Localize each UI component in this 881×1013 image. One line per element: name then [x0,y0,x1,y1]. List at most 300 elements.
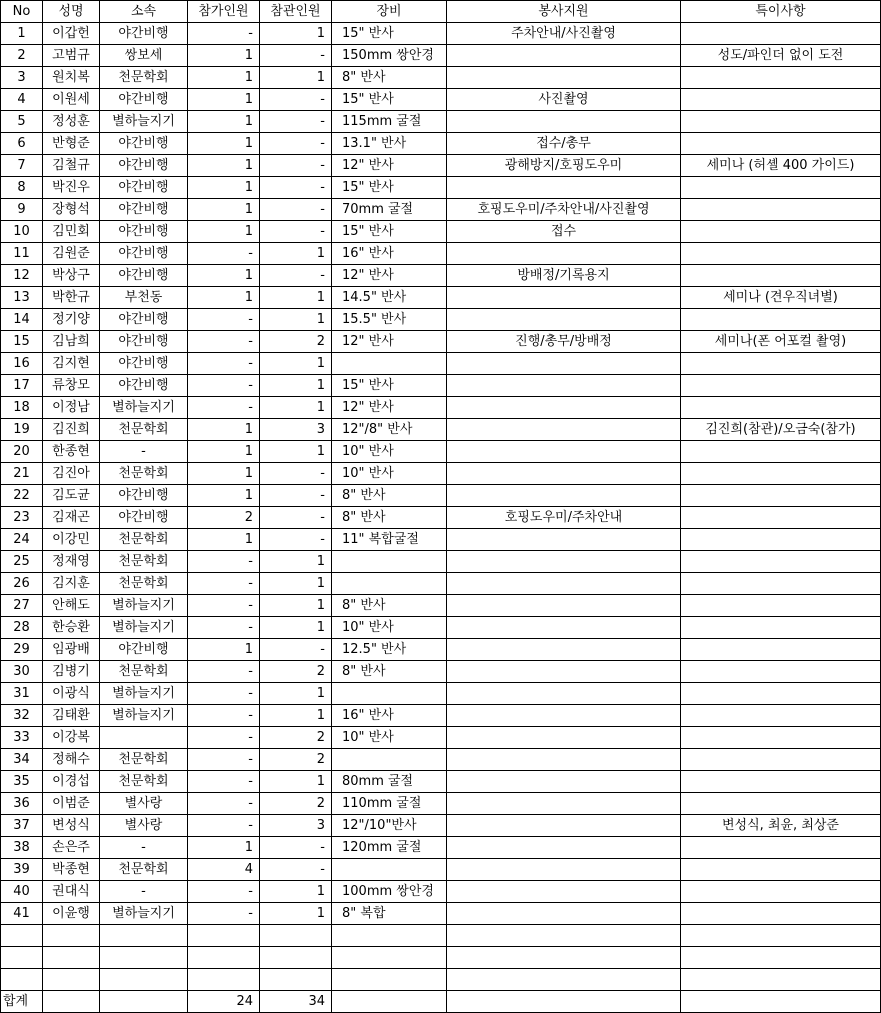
empty-cell[interactable] [1,969,43,991]
cell-notes[interactable] [681,199,881,221]
cell-equipment[interactable]: 10" 반사 [332,441,447,463]
cell-observers[interactable]: - [260,265,332,287]
cell-org[interactable]: - [100,441,188,463]
cell-volunteer[interactable]: 주차안내/사진촬영 [447,23,681,45]
cell-no[interactable]: 25 [1,551,43,573]
cell-participants[interactable]: 1 [188,463,260,485]
cell-no[interactable]: 11 [1,243,43,265]
cell-observers[interactable]: 3 [260,815,332,837]
empty-cell[interactable] [1,925,43,947]
cell-org[interactable]: 야간비행 [100,639,188,661]
cell-participants[interactable]: 2 [188,507,260,529]
cell-equipment[interactable] [332,859,447,881]
cell-name[interactable]: 이원세 [43,89,100,111]
cell-no[interactable]: 27 [1,595,43,617]
header-equipment[interactable]: 장비 [332,1,447,23]
cell-equipment[interactable]: 14.5" 반사 [332,287,447,309]
cell-volunteer[interactable] [447,771,681,793]
cell-org[interactable]: 야간비행 [100,221,188,243]
cell-org[interactable]: 천문학회 [100,463,188,485]
cell-volunteer[interactable]: 진행/총무/방배정 [447,331,681,353]
cell-org[interactable]: 쌍보세 [100,45,188,67]
cell-equipment[interactable]: 120mm 굴절 [332,837,447,859]
cell-no[interactable]: 16 [1,353,43,375]
cell-volunteer[interactable] [447,859,681,881]
cell-volunteer[interactable] [447,67,681,89]
total-blank[interactable] [447,991,681,1013]
cell-notes[interactable] [681,617,881,639]
cell-volunteer[interactable] [447,463,681,485]
cell-observers[interactable]: 1 [260,243,332,265]
cell-no[interactable]: 18 [1,397,43,419]
cell-equipment[interactable] [332,749,447,771]
cell-observers[interactable]: 2 [260,793,332,815]
cell-volunteer[interactable] [447,749,681,771]
cell-equipment[interactable]: 115mm 굴절 [332,111,447,133]
cell-org[interactable]: 야간비행 [100,89,188,111]
cell-observers[interactable]: 3 [260,419,332,441]
empty-cell[interactable] [447,947,681,969]
cell-observers[interactable]: 1 [260,309,332,331]
cell-notes[interactable] [681,661,881,683]
cell-participants[interactable]: - [188,881,260,903]
cell-name[interactable]: 김지훈 [43,573,100,595]
cell-org[interactable]: 별하늘지기 [100,705,188,727]
cell-participants[interactable]: 1 [188,485,260,507]
header-org[interactable]: 소속 [100,1,188,23]
cell-equipment[interactable]: 15" 반사 [332,89,447,111]
cell-name[interactable]: 김진아 [43,463,100,485]
cell-observers[interactable]: - [260,45,332,67]
cell-observers[interactable]: 1 [260,67,332,89]
cell-no[interactable]: 19 [1,419,43,441]
cell-org[interactable]: - [100,881,188,903]
empty-cell[interactable] [188,969,260,991]
cell-name[interactable]: 이범준 [43,793,100,815]
cell-equipment[interactable]: 70mm 굴절 [332,199,447,221]
cell-notes[interactable] [681,771,881,793]
cell-volunteer[interactable] [447,881,681,903]
cell-name[interactable]: 변성식 [43,815,100,837]
cell-org[interactable]: 야간비행 [100,199,188,221]
cell-volunteer[interactable]: 사진촬영 [447,89,681,111]
cell-equipment[interactable]: 80mm 굴절 [332,771,447,793]
cell-no[interactable]: 1 [1,23,43,45]
cell-equipment[interactable]: 10" 반사 [332,617,447,639]
empty-cell[interactable] [43,947,100,969]
cell-participants[interactable]: 1 [188,441,260,463]
empty-cell[interactable] [260,969,332,991]
cell-name[interactable]: 안해도 [43,595,100,617]
cell-name[interactable]: 김민회 [43,221,100,243]
cell-observers[interactable]: 2 [260,331,332,353]
cell-equipment[interactable]: 15" 반사 [332,375,447,397]
empty-cell[interactable] [332,925,447,947]
cell-observers[interactable]: 1 [260,441,332,463]
cell-equipment[interactable]: 16" 반사 [332,705,447,727]
cell-volunteer[interactable] [447,309,681,331]
cell-notes[interactable] [681,353,881,375]
empty-cell[interactable] [43,925,100,947]
cell-no[interactable]: 36 [1,793,43,815]
cell-volunteer[interactable] [447,617,681,639]
cell-name[interactable]: 이경섭 [43,771,100,793]
cell-equipment[interactable] [332,353,447,375]
cell-org[interactable]: 야간비행 [100,309,188,331]
cell-no[interactable]: 40 [1,881,43,903]
cell-org[interactable]: 천문학회 [100,573,188,595]
cell-notes[interactable] [681,573,881,595]
cell-notes[interactable] [681,551,881,573]
cell-volunteer[interactable] [447,837,681,859]
cell-observers[interactable]: 2 [260,727,332,749]
cell-name[interactable]: 김원준 [43,243,100,265]
cell-name[interactable]: 김도균 [43,485,100,507]
total-label[interactable]: 합계 [1,991,43,1013]
cell-no[interactable]: 17 [1,375,43,397]
cell-name[interactable]: 이광식 [43,683,100,705]
cell-participants[interactable]: 1 [188,133,260,155]
cell-notes[interactable]: 성도/파인더 없이 도전 [681,45,881,67]
cell-no[interactable]: 34 [1,749,43,771]
cell-participants[interactable]: - [188,617,260,639]
cell-name[interactable]: 이갑헌 [43,23,100,45]
cell-volunteer[interactable]: 방배정/기록용지 [447,265,681,287]
cell-volunteer[interactable]: 호핑도우미/주차안내/사진촬영 [447,199,681,221]
total-blank[interactable] [100,991,188,1013]
cell-volunteer[interactable] [447,45,681,67]
cell-notes[interactable] [681,793,881,815]
cell-volunteer[interactable] [447,111,681,133]
cell-observers[interactable]: 2 [260,749,332,771]
cell-equipment[interactable]: 110mm 굴절 [332,793,447,815]
cell-name[interactable]: 정재영 [43,551,100,573]
cell-equipment[interactable]: 12" 반사 [332,155,447,177]
cell-observers[interactable]: 1 [260,903,332,925]
cell-name[interactable]: 원치복 [43,67,100,89]
cell-no[interactable]: 15 [1,331,43,353]
cell-no[interactable]: 30 [1,661,43,683]
cell-org[interactable]: 야간비행 [100,485,188,507]
cell-name[interactable]: 한승환 [43,617,100,639]
cell-no[interactable]: 38 [1,837,43,859]
total-blank[interactable] [43,991,100,1013]
cell-volunteer[interactable] [447,529,681,551]
cell-no[interactable]: 37 [1,815,43,837]
cell-org[interactable]: 야간비행 [100,177,188,199]
cell-participants[interactable]: 1 [188,67,260,89]
empty-cell[interactable] [681,969,881,991]
cell-participants[interactable]: - [188,771,260,793]
cell-org[interactable]: 별하늘지기 [100,595,188,617]
cell-equipment[interactable]: 10" 반사 [332,463,447,485]
cell-participants[interactable]: 1 [188,199,260,221]
cell-participants[interactable]: 1 [188,419,260,441]
cell-name[interactable]: 김남희 [43,331,100,353]
cell-no[interactable]: 41 [1,903,43,925]
cell-notes[interactable] [681,265,881,287]
cell-notes[interactable] [681,485,881,507]
cell-equipment[interactable] [332,683,447,705]
cell-org[interactable]: 야간비행 [100,353,188,375]
cell-no[interactable]: 28 [1,617,43,639]
cell-participants[interactable]: 1 [188,287,260,309]
cell-name[interactable]: 정기양 [43,309,100,331]
cell-org[interactable]: 천문학회 [100,771,188,793]
cell-no[interactable]: 22 [1,485,43,507]
header-notes[interactable]: 특이사항 [681,1,881,23]
cell-name[interactable]: 손은주 [43,837,100,859]
cell-observers[interactable]: 1 [260,375,332,397]
cell-notes[interactable] [681,133,881,155]
cell-participants[interactable]: 1 [188,221,260,243]
cell-org[interactable]: 별하늘지기 [100,903,188,925]
cell-name[interactable]: 김병기 [43,661,100,683]
cell-no[interactable]: 8 [1,177,43,199]
cell-name[interactable]: 장형석 [43,199,100,221]
cell-volunteer[interactable] [447,551,681,573]
cell-notes[interactable] [681,749,881,771]
cell-name[interactable]: 김재곤 [43,507,100,529]
cell-observers[interactable]: - [260,529,332,551]
cell-equipment[interactable] [332,551,447,573]
cell-org[interactable]: 별사랑 [100,793,188,815]
empty-cell[interactable] [681,925,881,947]
cell-name[interactable]: 한종현 [43,441,100,463]
cell-name[interactable]: 이강민 [43,529,100,551]
cell-observers[interactable]: 2 [260,661,332,683]
empty-cell[interactable] [43,969,100,991]
cell-org[interactable]: 야간비행 [100,375,188,397]
cell-name[interactable]: 이정남 [43,397,100,419]
cell-equipment[interactable]: 15.5" 반사 [332,309,447,331]
cell-name[interactable]: 김진희 [43,419,100,441]
cell-notes[interactable] [681,595,881,617]
cell-no[interactable]: 31 [1,683,43,705]
cell-name[interactable]: 권대식 [43,881,100,903]
cell-observers[interactable]: - [260,111,332,133]
cell-notes[interactable]: 김진희(참관)/오금숙(참가) [681,419,881,441]
cell-participants[interactable]: 4 [188,859,260,881]
cell-participants[interactable]: - [188,551,260,573]
empty-cell[interactable] [188,947,260,969]
total-blank[interactable] [332,991,447,1013]
cell-no[interactable]: 29 [1,639,43,661]
cell-volunteer[interactable] [447,815,681,837]
cell-org[interactable]: 야간비행 [100,331,188,353]
cell-no[interactable]: 6 [1,133,43,155]
cell-no[interactable]: 10 [1,221,43,243]
cell-no[interactable]: 7 [1,155,43,177]
cell-observers[interactable]: 1 [260,617,332,639]
cell-participants[interactable]: 1 [188,155,260,177]
cell-observers[interactable]: - [260,155,332,177]
total-observers[interactable]: 34 [260,991,332,1013]
cell-participants[interactable]: - [188,331,260,353]
header-volunteer[interactable]: 봉사지원 [447,1,681,23]
empty-cell[interactable] [681,947,881,969]
cell-no[interactable]: 9 [1,199,43,221]
cell-name[interactable]: 고범규 [43,45,100,67]
cell-equipment[interactable]: 8" 반사 [332,595,447,617]
cell-volunteer[interactable] [447,177,681,199]
cell-notes[interactable] [681,529,881,551]
cell-participants[interactable]: 1 [188,45,260,67]
empty-cell[interactable] [447,969,681,991]
cell-volunteer[interactable] [447,727,681,749]
cell-org[interactable]: 천문학회 [100,67,188,89]
cell-equipment[interactable]: 8" 반사 [332,485,447,507]
cell-notes[interactable]: 변성식, 최윤, 최상준 [681,815,881,837]
cell-participants[interactable]: 1 [188,265,260,287]
cell-no[interactable]: 35 [1,771,43,793]
cell-participants[interactable]: - [188,375,260,397]
empty-cell[interactable] [1,947,43,969]
cell-org[interactable]: 천문학회 [100,661,188,683]
cell-volunteer[interactable] [447,375,681,397]
cell-name[interactable]: 김지현 [43,353,100,375]
cell-equipment[interactable]: 12.5" 반사 [332,639,447,661]
cell-observers[interactable]: 1 [260,881,332,903]
cell-participants[interactable]: 1 [188,639,260,661]
cell-volunteer[interactable] [447,441,681,463]
cell-no[interactable]: 26 [1,573,43,595]
cell-equipment[interactable]: 12" 반사 [332,397,447,419]
cell-equipment[interactable]: 11" 복합굴절 [332,529,447,551]
cell-notes[interactable] [681,639,881,661]
cell-notes[interactable] [681,859,881,881]
cell-observers[interactable]: 1 [260,683,332,705]
empty-cell[interactable] [260,925,332,947]
cell-observers[interactable]: - [260,837,332,859]
cell-observers[interactable]: - [260,177,332,199]
cell-org[interactable]: 야간비행 [100,155,188,177]
cell-name[interactable]: 류창모 [43,375,100,397]
cell-notes[interactable] [681,111,881,133]
cell-equipment[interactable]: 15" 반사 [332,221,447,243]
cell-org[interactable]: 야간비행 [100,507,188,529]
cell-equipment[interactable]: 8" 반사 [332,507,447,529]
cell-org[interactable]: 별하늘지기 [100,397,188,419]
cell-org[interactable]: 천문학회 [100,859,188,881]
cell-no[interactable]: 33 [1,727,43,749]
cell-equipment[interactable]: 12"/10"반사 [332,815,447,837]
cell-notes[interactable] [681,903,881,925]
cell-observers[interactable]: - [260,89,332,111]
cell-no[interactable]: 14 [1,309,43,331]
cell-equipment[interactable] [332,573,447,595]
cell-volunteer[interactable] [447,661,681,683]
cell-volunteer[interactable]: 접수/총무 [447,133,681,155]
cell-volunteer[interactable] [447,485,681,507]
empty-cell[interactable] [100,969,188,991]
cell-no[interactable]: 2 [1,45,43,67]
cell-observers[interactable]: - [260,507,332,529]
cell-notes[interactable] [681,309,881,331]
cell-participants[interactable]: - [188,243,260,265]
cell-no[interactable]: 32 [1,705,43,727]
header-no[interactable]: No [1,1,43,23]
cell-org[interactable]: 부천동 [100,287,188,309]
cell-name[interactable]: 반형준 [43,133,100,155]
cell-participants[interactable]: - [188,309,260,331]
cell-equipment[interactable]: 100mm 쌍안경 [332,881,447,903]
cell-participants[interactable]: - [188,793,260,815]
cell-observers[interactable]: 1 [260,705,332,727]
cell-notes[interactable] [681,397,881,419]
cell-name[interactable]: 김철규 [43,155,100,177]
cell-participants[interactable]: - [188,727,260,749]
cell-equipment[interactable]: 8" 반사 [332,661,447,683]
cell-volunteer[interactable] [447,353,681,375]
cell-name[interactable]: 김태환 [43,705,100,727]
cell-participants[interactable]: - [188,573,260,595]
cell-notes[interactable] [681,375,881,397]
cell-volunteer[interactable] [447,287,681,309]
cell-participants[interactable]: 1 [188,111,260,133]
cell-notes[interactable] [681,89,881,111]
cell-notes[interactable] [681,67,881,89]
empty-cell[interactable] [100,947,188,969]
cell-equipment[interactable]: 8" 반사 [332,67,447,89]
cell-org[interactable]: 야간비행 [100,243,188,265]
cell-observers[interactable]: - [260,221,332,243]
cell-equipment[interactable]: 15" 반사 [332,23,447,45]
cell-equipment[interactable]: 150mm 쌍안경 [332,45,447,67]
cell-observers[interactable]: 1 [260,23,332,45]
cell-no[interactable]: 4 [1,89,43,111]
cell-volunteer[interactable]: 접수 [447,221,681,243]
empty-cell[interactable] [332,947,447,969]
cell-notes[interactable] [681,221,881,243]
cell-observers[interactable]: 1 [260,771,332,793]
cell-no[interactable]: 39 [1,859,43,881]
cell-participants[interactable]: 1 [188,89,260,111]
cell-volunteer[interactable]: 광해방지/호핑도우미 [447,155,681,177]
cell-observers[interactable]: 1 [260,595,332,617]
cell-org[interactable] [100,727,188,749]
cell-no[interactable]: 5 [1,111,43,133]
cell-observers[interactable]: 1 [260,551,332,573]
cell-notes[interactable] [681,683,881,705]
cell-participants[interactable]: - [188,749,260,771]
total-blank[interactable] [681,991,881,1013]
cell-participants[interactable]: - [188,397,260,419]
cell-no[interactable]: 20 [1,441,43,463]
cell-org[interactable]: 별하늘지기 [100,617,188,639]
cell-no[interactable]: 23 [1,507,43,529]
cell-volunteer[interactable]: 호핑도우미/주차안내 [447,507,681,529]
header-observers[interactable]: 참관인원 [260,1,332,23]
cell-participants[interactable]: - [188,23,260,45]
cell-observers[interactable]: 1 [260,353,332,375]
cell-participants[interactable]: - [188,705,260,727]
cell-equipment[interactable]: 12" 반사 [332,265,447,287]
cell-notes[interactable] [681,463,881,485]
cell-org[interactable]: 천문학회 [100,551,188,573]
empty-cell[interactable] [188,925,260,947]
cell-volunteer[interactable] [447,595,681,617]
cell-participants[interactable]: - [188,661,260,683]
cell-volunteer[interactable] [447,705,681,727]
empty-cell[interactable] [447,925,681,947]
total-participants[interactable]: 24 [188,991,260,1013]
cell-org[interactable]: 천문학회 [100,529,188,551]
cell-observers[interactable]: - [260,133,332,155]
cell-org[interactable]: 별하늘지기 [100,683,188,705]
cell-volunteer[interactable] [447,903,681,925]
cell-name[interactable]: 정해수 [43,749,100,771]
